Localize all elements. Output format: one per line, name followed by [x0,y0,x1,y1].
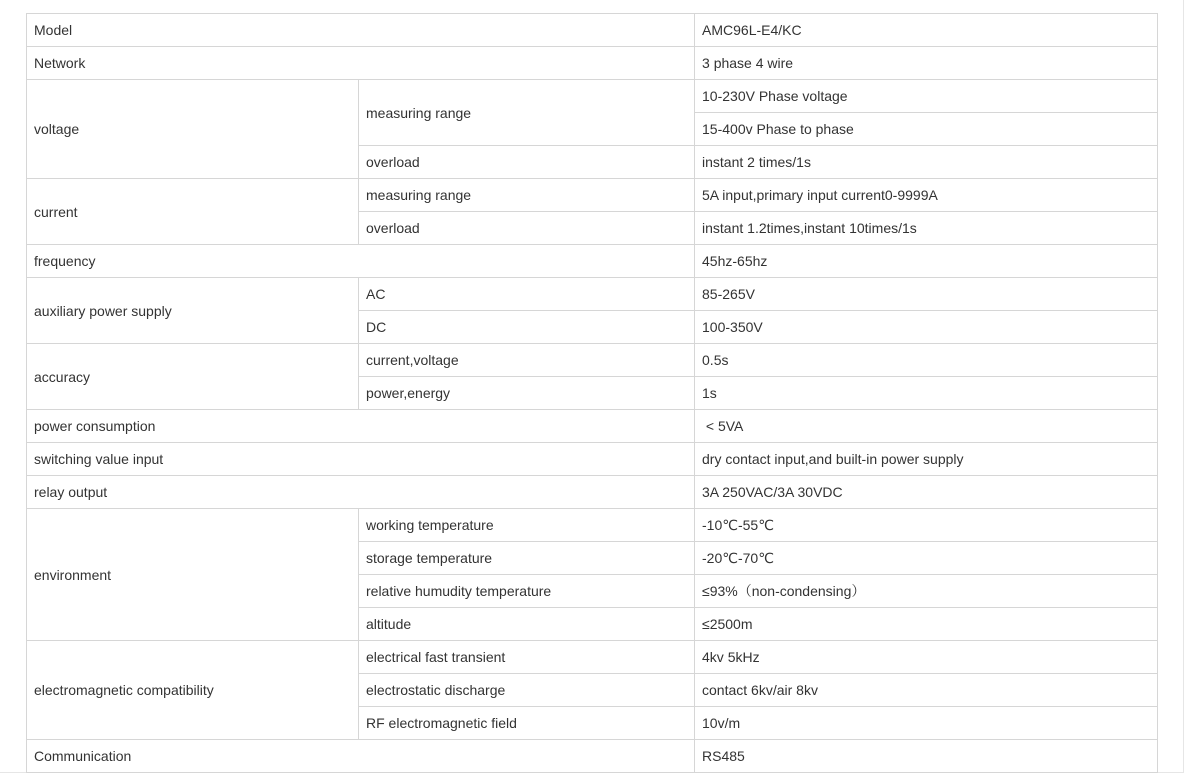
table-row [27,344,1158,377]
accuracy-current-voltage-label: current,voltage [359,344,695,377]
model-value: AMC96L-E4/KC [695,14,1158,47]
accuracy-power-energy-value: 1s [695,377,1158,410]
table-row [27,641,1158,674]
relay-output-label: relay output [27,476,695,509]
voltage-measuring-range-label: measuring range [359,80,695,146]
frequency-value: 45hz-65hz [695,245,1158,278]
altitude-label: altitude [359,608,695,641]
voltage-overload-value: instant 2 times/1s [695,146,1158,179]
altitude-value: ≤2500m [695,608,1158,641]
table-row [27,509,1158,542]
model-label: Model [27,14,695,47]
rf-label: RF electromagnetic field [359,707,695,740]
environment-label: environment [27,509,359,641]
storage-temperature-value: -20℃-70℃ [695,542,1158,575]
voltage-overload-label: overload [359,146,695,179]
network-value: 3 phase 4 wire [695,47,1158,80]
table-row [27,740,1158,773]
aux-power-label: auxiliary power supply [27,278,359,344]
voltage-measuring-range-value-1: 10-230V Phase voltage [695,80,1158,113]
accuracy-power-energy-label: power,energy [359,377,695,410]
current-measuring-range-label: measuring range [359,179,695,212]
aux-power-ac-value: 85-265V [695,278,1158,311]
relative-humidity-value: ≤93%（non-condensing） [695,575,1158,608]
current-overload-label: overload [359,212,695,245]
accuracy-label: accuracy [27,344,359,410]
frequency-label: frequency [27,245,695,278]
eft-value: 4kv 5kHz [695,641,1158,674]
working-temperature-value: -10℃-55℃ [695,509,1158,542]
esd-value: contact 6kv/air 8kv [695,674,1158,707]
table-row [27,179,1158,212]
current-label: current [27,179,359,245]
power-consumption-label: power consumption [27,410,695,443]
table-row [27,410,1158,443]
esd-label: electrostatic discharge [359,674,695,707]
eft-label: electrical fast transient [359,641,695,674]
switching-input-value: dry contact input,and built-in power supply [695,443,1158,476]
current-overload-value: instant 1.2times,instant 10times/1s [695,212,1158,245]
power-consumption-value: < 5VA [695,410,1158,443]
accuracy-current-voltage-value: 0.5s [695,344,1158,377]
table-row [27,14,1158,47]
switching-input-label: switching value input [27,443,695,476]
aux-power-dc-label: DC [359,311,695,344]
network-label: Network [27,47,695,80]
relay-output-value: 3A 250VAC/3A 30VDC [695,476,1158,509]
table-row [27,245,1158,278]
storage-temperature-label: storage temperature [359,542,695,575]
rf-value: 10v/m [695,707,1158,740]
relative-humidity-label: relative humudity temperature [359,575,695,608]
table-row [27,476,1158,509]
specification-table [26,13,1158,773]
emc-label: electromagnetic compatibility [27,641,359,740]
aux-power-dc-value: 100-350V [695,311,1158,344]
communication-label: Communication [27,740,695,773]
table-row [27,443,1158,476]
voltage-label: voltage [27,80,359,179]
voltage-measuring-range-value-2: 15-400v Phase to phase [695,113,1158,146]
current-measuring-range-value: 5A input,primary input current0-9999A [695,179,1158,212]
aux-power-ac-label: AC [359,278,695,311]
working-temperature-label: working temperature [359,509,695,542]
table-row [27,47,1158,80]
table-row [27,278,1158,311]
communication-value: RS485 [695,740,1158,773]
table-row [27,80,1158,113]
